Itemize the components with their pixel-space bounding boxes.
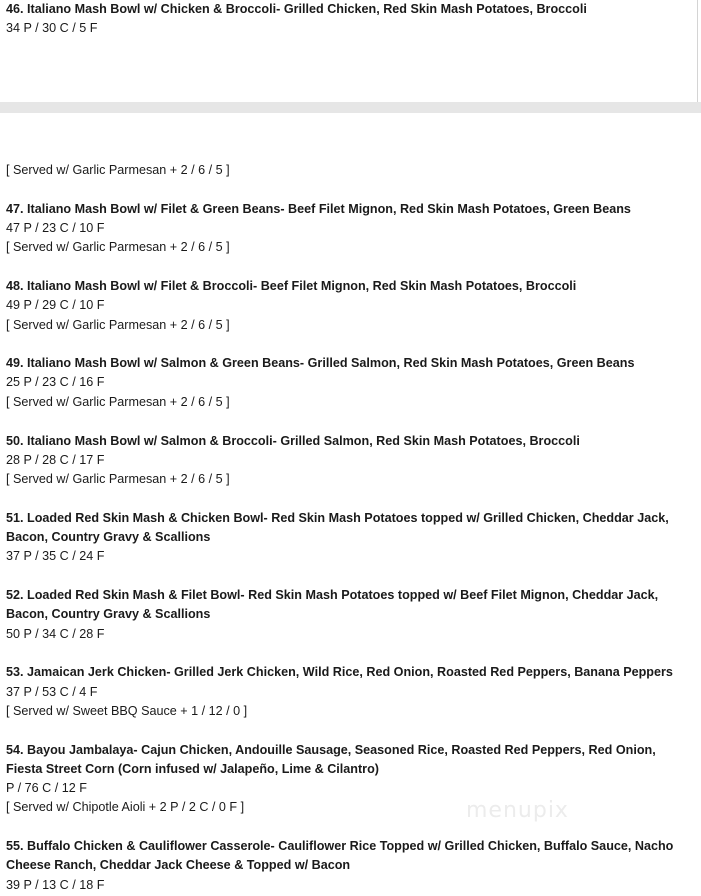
item-title: 55. Buffalo Chicken & Cauliflower Casserole- Cauliflower Rice Topped w/ Grilled Chicken, Buffalo Sauce, Nacho Cheese Ranch, Cheddar Jack Cheese & Topped w/ Bacon xyxy=(6,839,674,872)
item-title: 49. Italiano Mash Bowl w/ Salmon & Green Beans- Grilled Salmon, Red Skin Mash Potatoes, Green Beans xyxy=(6,356,635,370)
item-title: 53. Jamaican Jerk Chicken- Grilled Jerk Chicken, Wild Rice, Red Onion, Roasted Red Peppers, Banana Peppers xyxy=(6,665,673,679)
item-title: 47. Italiano Mash Bowl w/ Filet & Green Beans- Beef Filet Mignon, Red Skin Mash Potatoes, Green Beans xyxy=(6,202,631,216)
watermark-logo: menupix xyxy=(466,798,569,823)
item-macros: 25 P / 23 C / 16 F xyxy=(6,375,105,389)
item-side: [ Served w/ Garlic Parmesan + 2 / 6 / 5 ] xyxy=(6,472,230,486)
item-macros: 37 P / 35 C / 24 F xyxy=(6,549,105,563)
item-title: 52. Loaded Red Skin Mash & Filet Bowl- Red Skin Mash Potatoes topped w/ Beef Filet Mignon, Cheddar Jack, Bacon, Country Gravy & Scallions xyxy=(6,588,659,621)
item-side: [ Served w/ Garlic Parmesan + 2 / 6 / 5 ] xyxy=(6,163,230,177)
item-title: 54. Bayou Jambalaya- Cajun Chicken, Andouille Sausage, Seasoned Rice, Roasted Red Peppers, Red Onion, Fiesta Street Corn (Corn infused w/ Jalapeño, Lime & Cilantro) xyxy=(6,743,656,776)
item-macros: 49 P / 29 C / 10 F xyxy=(6,298,105,312)
item-title: 46. Italiano Mash Bowl w/ Chicken & Broccoli- Grilled Chicken, Red Skin Mash Potatoes, Broccoli xyxy=(6,2,587,16)
item-side: [ Served w/ Garlic Parmesan + 2 / 6 / 5 ] xyxy=(6,318,230,332)
item-title: 51. Loaded Red Skin Mash & Chicken Bowl- Red Skin Mash Potatoes topped w/ Grilled Chicken, Cheddar Jack, Bacon, Country Gravy & Scallions xyxy=(6,511,669,544)
item-side: [ Served w/ Chipotle Aioli + 2 P / 2 C / 0 F ] xyxy=(6,800,245,814)
page-break xyxy=(0,102,701,113)
item-side: [ Served w/ Garlic Parmesan + 2 / 6 / 5 ] xyxy=(6,240,230,254)
item-macros: 37 P / 53 C / 4 F xyxy=(6,685,98,699)
item-macros: P / 76 C / 12 F xyxy=(6,781,87,795)
page-right-border xyxy=(697,0,698,102)
item-macros: 39 P / 13 C / 18 F xyxy=(6,878,105,892)
item-side: [ Served w/ Garlic Parmesan + 2 / 6 / 5 ] xyxy=(6,395,230,409)
item-macros: 34 P / 30 C / 5 F xyxy=(6,21,98,35)
item-title: 48. Italiano Mash Bowl w/ Filet & Broccoli- Beef Filet Mignon, Red Skin Mash Potatoes, Broccoli xyxy=(6,279,577,293)
item-macros: 50 P / 34 C / 28 F xyxy=(6,627,105,641)
item-macros: 28 P / 28 C / 17 F xyxy=(6,453,105,467)
item-side: [ Served w/ Sweet BBQ Sauce + 1 / 12 / 0 ] xyxy=(6,704,248,718)
item-macros: 47 P / 23 C / 10 F xyxy=(6,221,105,235)
item-title: 50. Italiano Mash Bowl w/ Salmon & Broccoli- Grilled Salmon, Red Skin Mash Potatoes, Broccoli xyxy=(6,434,580,448)
